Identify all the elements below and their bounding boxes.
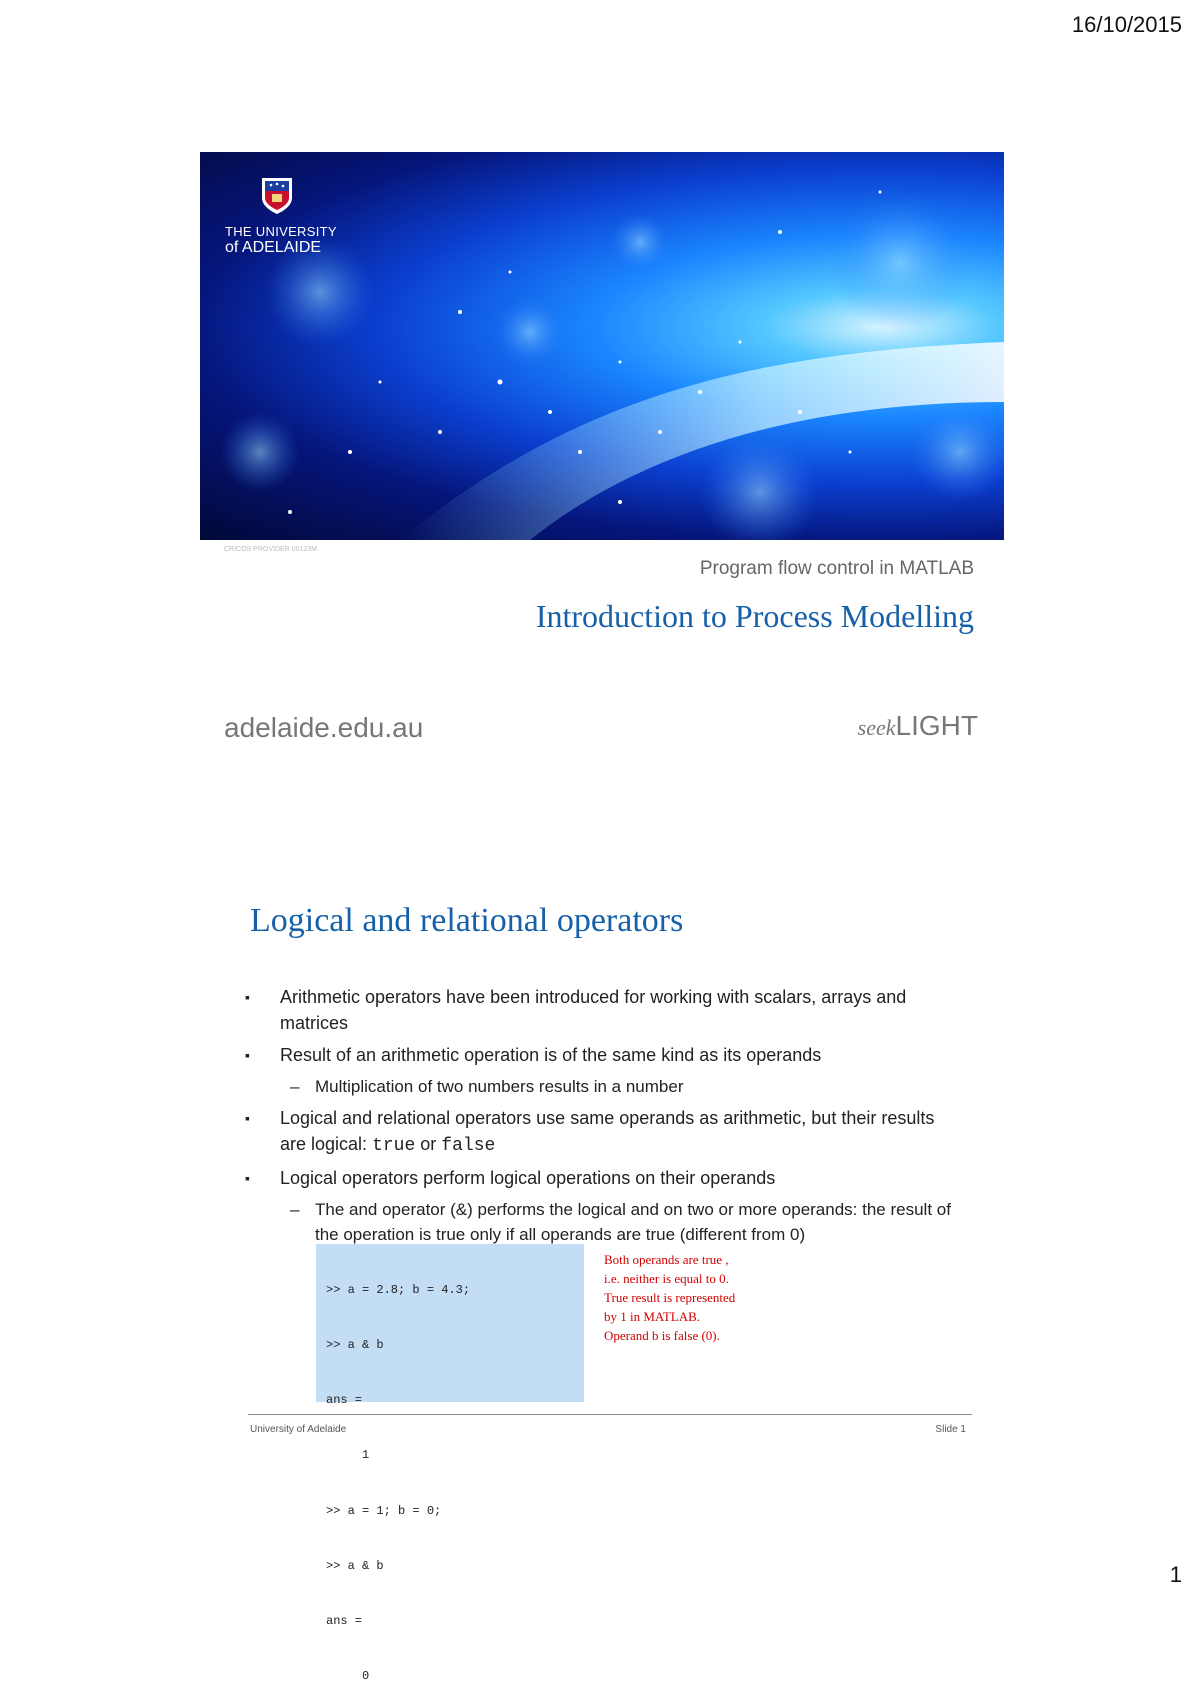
sub-bullet-item: – The and operator (&) performs the logical and on two or more operands: the result of the operation is true only if all operands are true (different from 0) <box>245 1197 955 1247</box>
sub-bullet-item: – Multiplication of two numbers results in a number <box>245 1074 955 1099</box>
code-line: >> a & b <box>326 1338 384 1353</box>
code-line: >> a = 1; b = 0; <box>326 1503 442 1518</box>
true-keyword: true <box>372 1136 416 1156</box>
bullet-item <box>245 1105 955 1159</box>
footer-divider <box>248 1414 972 1415</box>
code-line: >> a = 2.8; b = 4.3; <box>326 1282 471 1297</box>
university-name-line2: of ADELAIDE <box>225 239 322 256</box>
hero-image <box>200 152 1004 540</box>
code-line: ans = <box>326 1393 363 1408</box>
code-line: 0 <box>326 1669 370 1684</box>
university-name-line1: THE UNIVERSITY <box>225 224 337 239</box>
page-number: 1 <box>1169 1562 1182 1587</box>
bullet-item: ▪ Logical operators perform logical operations on their operands <box>245 1165 955 1191</box>
bullet-item: ▪ Result of an arithmetic operation is of the same kind as its operands <box>245 1042 955 1068</box>
note-line: i.e. neither is equal to 0. <box>604 1271 729 1286</box>
footer-institution: University of Adelaide <box>250 1424 347 1435</box>
tagline-light: LIGHT <box>895 710 978 741</box>
false-keyword: false <box>441 1136 496 1156</box>
note-line: Operand b is false (0). <box>604 1328 720 1343</box>
university-website: adelaide.edu.au <box>224 712 424 743</box>
annotation-note <box>604 1250 784 1345</box>
image-credit: CRICOS PROVIDER 00123M <box>224 546 317 553</box>
bullet-list <box>245 984 955 1253</box>
note-line: by 1 in MATLAB. <box>604 1309 701 1324</box>
note-line: True result is represented <box>604 1290 736 1305</box>
presentation-title: Introduction to Process Modelling <box>535 598 974 634</box>
bullet-text: Logical and relational operators use same operands as arithmetic, but their results are logical: <box>280 1108 935 1154</box>
presentation-subtitle: Program flow control in MATLAB <box>699 558 974 579</box>
bokeh-background <box>200 152 1004 540</box>
seek-light-tagline <box>858 710 978 742</box>
code-line: 1 <box>326 1448 370 1463</box>
tagline-seek: seek <box>857 715 896 740</box>
bullet-item: ▪ Arithmetic operators have been introduced for working with scalars, arrays and matrices <box>245 984 955 1036</box>
footer-slide-number: Slide 1 <box>935 1424 966 1435</box>
or-word: or <box>415 1134 442 1154</box>
code-line: >> a & b <box>326 1558 384 1573</box>
note-line: Both operands are true , <box>604 1252 729 1267</box>
university-crest-logo <box>260 176 294 216</box>
matlab-code-block <box>316 1244 584 1684</box>
print-date: 16/10/2015 <box>1071 12 1182 37</box>
slide-title: Logical and relational operators <box>250 902 684 939</box>
code-line: ans = <box>326 1614 363 1629</box>
